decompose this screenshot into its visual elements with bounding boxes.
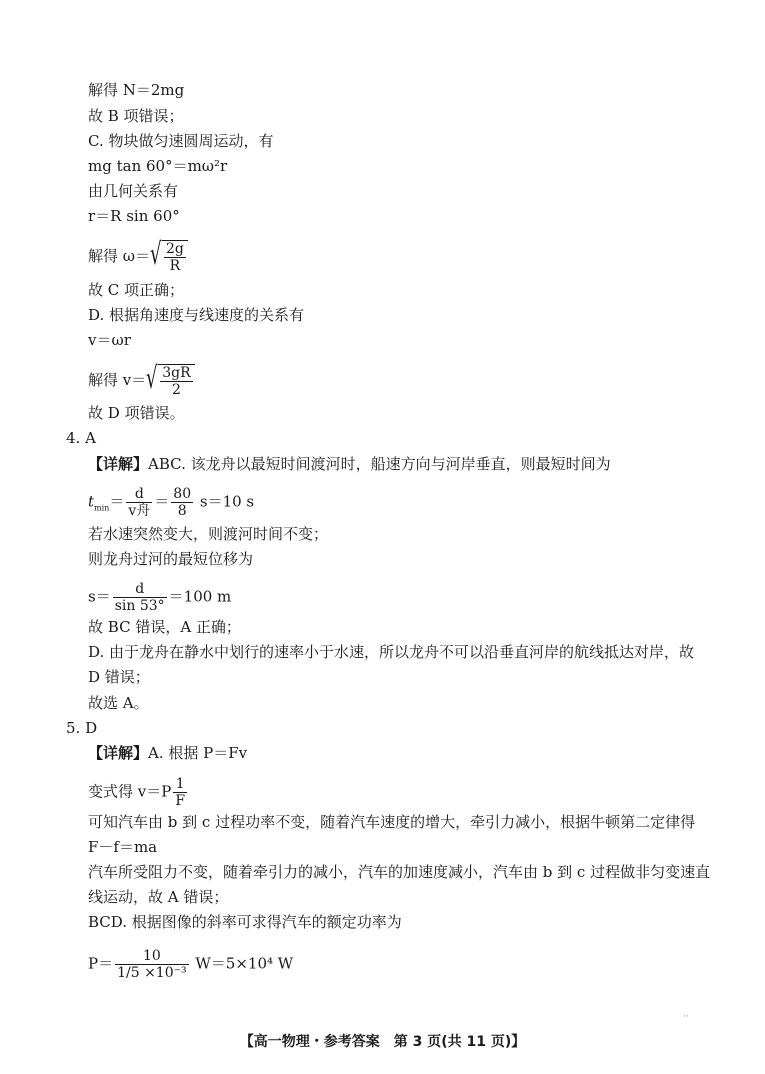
text-line [88,454,611,474]
text-line: 故 BC 错误，A 正确； [88,618,241,636]
text-line: 故 B 项错误； [88,107,184,125]
formula-prefix: P＝ [88,954,114,973]
formula-line [88,948,293,981]
formula-prefix: s＝ [88,587,111,606]
formula-prefix: 变式得 v＝P [88,782,172,801]
detail-text: ABC. 该龙舟以最短时间渡河时，船速方向与河岸垂直，则最短时间为 [148,455,611,473]
fraction-numerator: 3gR [162,365,191,381]
detail-text: A. 根据 P＝Fv [148,744,248,762]
fraction [115,948,189,981]
text-line: 故选 A。 [88,694,149,712]
fraction-numerator: d [134,486,144,502]
question-number: 4. A [66,429,96,447]
formula-line: mg tan 60°＝mω²r [88,157,228,175]
symbol: t [88,492,95,511]
formula-line [88,776,189,809]
formula-tail: W＝5×10⁴ W [190,954,294,973]
formula-line [88,486,254,519]
text-line: D. 由于龙舟在静水中划行的速率小于水速，所以龙舟不可以沿垂直河岸的航线抵达对岸，故 [88,643,695,661]
text-line: 可知汽车由 b 到 c 过程功率不变，随着汽车速度的增大，牵引力减小，根据牛顿第二定律得 [88,813,696,831]
text-line: 由几何关系有 [88,182,179,200]
question-number: 5. D [66,719,98,737]
fraction-numerator: 1 [175,776,185,792]
fraction-denominator: R [164,257,186,274]
fraction-denominator: 2 [160,381,192,398]
text-line: 若水速突然变大，则渡河时间不变； [88,525,329,543]
fraction-denominator: F [175,793,186,809]
text-line: 则龙舟过河的最短位移为 [88,550,254,568]
formula-tail: ＝100 m [168,587,232,606]
fraction-numerator: 10 [142,948,161,964]
scan-mark: ·· [683,1012,689,1022]
formula-line [88,237,188,274]
fraction-denominator: 8 [171,502,193,519]
text-line: 解得 N＝2mg [88,81,185,99]
equals: ＝ [109,492,125,511]
formula-line [88,581,231,614]
formula-prefix: 解得 ω＝ [88,247,150,265]
fraction-denominator: v舟 [128,503,151,519]
text-line: 线运动，故 A 错误； [88,888,229,906]
text-line: 故 C 项正确； [88,281,185,299]
detail-tag: 【详解】 [88,455,149,473]
text-line: 汽车所受阻力不变，随着牵引力的减小，汽车的加速度减小，汽车由 b 到 c 过程做非匀变速直 [88,863,711,881]
fraction-denominator: 1/5 ×10⁻³ [117,965,187,981]
page-footer: 【高一物理・参考答案 第 3 页(共 11 页)】 [239,1034,526,1050]
equals: ＝ [154,492,170,511]
text-line: 故 D 项错误。 [88,404,185,422]
fraction [173,776,187,809]
fraction-numerator: d [135,581,145,597]
fraction [113,581,167,614]
subscript: min [94,503,110,513]
fraction-numerator: 80 [173,486,192,502]
formula-line [88,361,195,398]
text-line: BCD. 根据图像的斜率可求得汽车的额定功率为 [88,913,402,931]
fraction [171,486,193,519]
fraction [126,486,152,519]
fraction-numerator: 2g [166,241,184,257]
sqrt-expression: √ $\frac{3gR}{2}$ [146,364,194,398]
text-line [88,743,247,763]
text-line: C. 物块做匀速圆周运动，有 [88,132,274,150]
formula-prefix: 解得 v＝ [88,371,147,389]
formula-tail: s＝10 s [195,492,255,511]
text-line: D 错误； [88,668,150,686]
formula-line: r＝R sin 60° [88,207,180,225]
sqrt-expression: √ $\frac{2g}{R}$ [150,240,188,274]
fraction-denominator: sin 53° [114,598,165,614]
text-line: D. 根据角速度与线速度的关系有 [88,306,305,324]
detail-tag: 【详解】 [88,744,149,762]
formula-line: v＝ωr [88,331,131,349]
formula-line: F－f＝ma [88,838,158,856]
